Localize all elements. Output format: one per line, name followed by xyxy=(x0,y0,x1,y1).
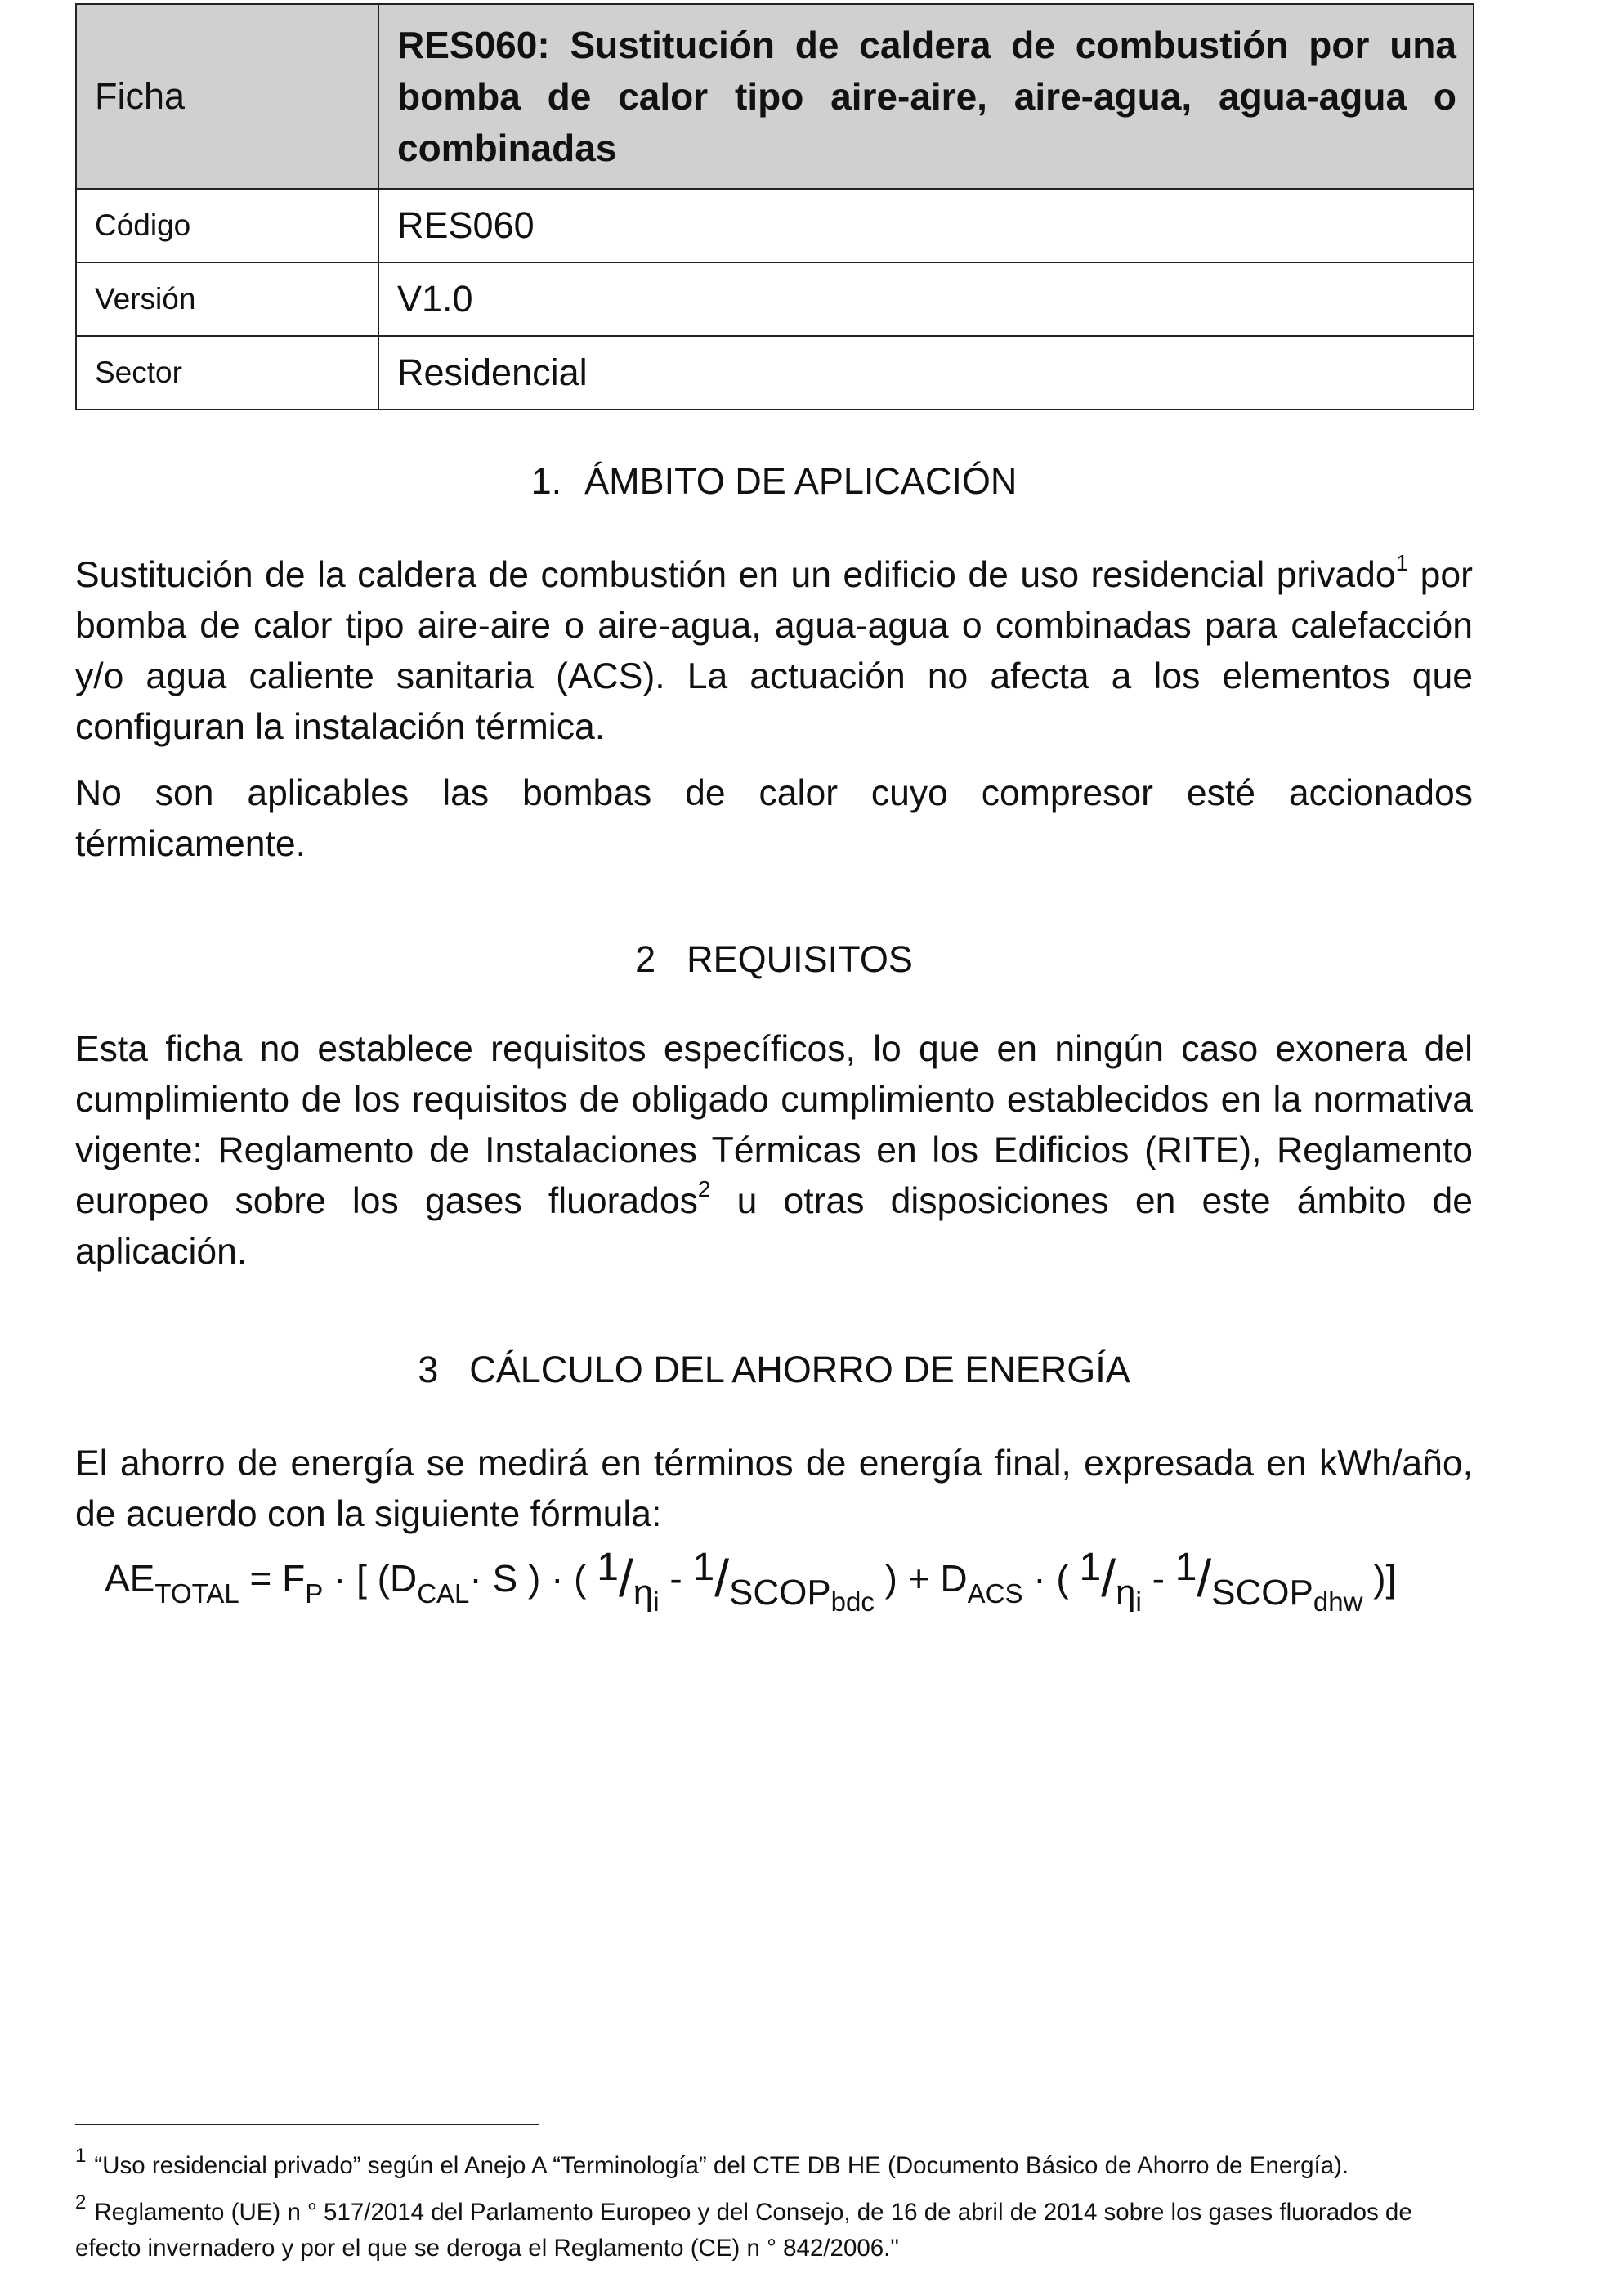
section-1-para-1-text-a: Sustitución de la caldera de combustión en un edificio de uso residencial privado xyxy=(75,555,1396,595)
section-2-title: REQUISITOS xyxy=(687,938,913,980)
formula-term: 1 xyxy=(1174,1546,1197,1589)
codigo-label: Código xyxy=(76,189,378,262)
section-2-number: 2 xyxy=(635,938,656,980)
footnote-1-text: “Uso residencial privado” según el Anejo A “Terminología” del CTE DB HE (Documento Básico de Ahorro de Energía). xyxy=(94,2152,1349,2179)
section-3-paragraph: El ahorro de energía se medirá en términos de energía final, expresada en kWh/año, de acuerdo con la siguiente fórmula: xyxy=(75,1443,1473,1534)
section-2-para-text-b: u otras disposiciones en este ámbito de aplicación. xyxy=(75,1181,1473,1272)
formula-term: · ( xyxy=(1022,1557,1080,1600)
section-3-heading xyxy=(75,1349,1473,1391)
footnote-ref-1[interactable]: 1 xyxy=(1395,550,1409,575)
formula-term: CAL xyxy=(417,1578,470,1609)
version-row xyxy=(76,262,1474,336)
footnote-1 xyxy=(75,2145,1481,2184)
section-2-heading xyxy=(75,938,1473,981)
formula-term: η xyxy=(633,1573,654,1613)
formula-term: SCOP xyxy=(728,1573,831,1613)
formula-term: i xyxy=(653,1587,660,1617)
formula-term: η xyxy=(1115,1573,1136,1613)
formula-term: ACS xyxy=(967,1578,1023,1609)
footnote-1-mark: 1 xyxy=(75,2145,87,2167)
formula-term: i xyxy=(1135,1587,1142,1617)
footnote-2-text: Reglamento (UE) n ° 517/2014 del Parlamento Europeo y del Consejo, de 16 de abril de 2014 sobre los gases fluorados de efecto invernadero y por el que se deroga el Reglamento (CE) n ° 842/2006." xyxy=(75,2199,1412,2262)
formula-term: dhw xyxy=(1313,1587,1363,1617)
footnote-separator xyxy=(75,2124,539,2125)
section-1-paragraph-2: No son aplicables las bombas de calor cuyo compresor esté accionados térmicamente. xyxy=(75,773,1473,864)
formula-term: / xyxy=(618,1549,633,1608)
formula-term: )] xyxy=(1362,1557,1397,1600)
footnote-ref-2[interactable]: 2 xyxy=(697,1176,711,1202)
section-1-para-1-text-b: por bomba de calor tipo aire-aire o aire-agua, agua-agua o combinadas para calefacción y/o agua caliente sanitaria (ACS). La actuación no afecta a los elementos que configuran la instalación térmica. xyxy=(75,555,1473,747)
energy-savings-formula xyxy=(105,1546,1510,1617)
ficha-label: Ficha xyxy=(76,4,378,189)
formula-term: / xyxy=(714,1549,729,1608)
codigo-row xyxy=(76,189,1474,262)
version-value: V1.0 xyxy=(378,262,1474,336)
formula-term: / xyxy=(1197,1549,1212,1608)
section-3-title: CÁLCULO DEL AHORRO DE ENERGÍA xyxy=(469,1349,1130,1390)
formula-term: TOTAL xyxy=(154,1578,239,1609)
codigo-value: RES060 xyxy=(378,189,1474,262)
ficha-row xyxy=(76,4,1474,189)
sector-row xyxy=(76,336,1474,409)
formula-term: · S ) · ( xyxy=(469,1557,597,1600)
formula-term: - xyxy=(659,1557,693,1600)
footnote-2 xyxy=(75,2191,1481,2267)
formula-term: = F xyxy=(239,1557,306,1600)
formula-term: AE xyxy=(105,1557,155,1600)
section-2-paragraph xyxy=(75,1024,1473,1278)
formula-term: 1 xyxy=(1079,1546,1102,1589)
version-label: Versión xyxy=(76,262,378,336)
formula-term: ) + D xyxy=(874,1557,968,1600)
section-1-number: 1. xyxy=(530,460,562,502)
formula-term: bdc xyxy=(830,1587,875,1617)
formula-term: P xyxy=(305,1578,324,1609)
section-2-para-text-a: Esta ficha no establece requisitos específicos, lo que en ningún caso exonera del cumplimiento de los requisitos de obligado cumplimiento establecidos en la normativa vigente: Reglamento de Instalaciones Térmicas en los Edificios (RITE), Reglamento europeo sobre los gases fluorados xyxy=(75,1029,1473,1221)
formula-term: / xyxy=(1101,1549,1116,1608)
section-3-number: 3 xyxy=(418,1349,439,1390)
section-1-title: ÁMBITO DE APLICACIÓN xyxy=(584,460,1018,502)
formula-term: 1 xyxy=(597,1546,619,1589)
formula-term: - xyxy=(1141,1557,1175,1600)
section-1-paragraph-1 xyxy=(75,550,1473,753)
sector-label: Sector xyxy=(76,336,378,409)
formula-term: · [ (D xyxy=(323,1557,418,1600)
footnote-2-mark: 2 xyxy=(75,2191,87,2213)
ficha-title: RES060: Sustitución de caldera de combustión por una bomba de calor tipo aire-aire, aire-agua, agua-agua o combinadas xyxy=(378,4,1474,189)
section-1-heading xyxy=(75,460,1473,503)
formula-term: SCOP xyxy=(1211,1573,1313,1613)
sector-value: Residencial xyxy=(378,336,1474,409)
ficha-table xyxy=(75,3,1474,410)
formula-term: 1 xyxy=(692,1546,715,1589)
